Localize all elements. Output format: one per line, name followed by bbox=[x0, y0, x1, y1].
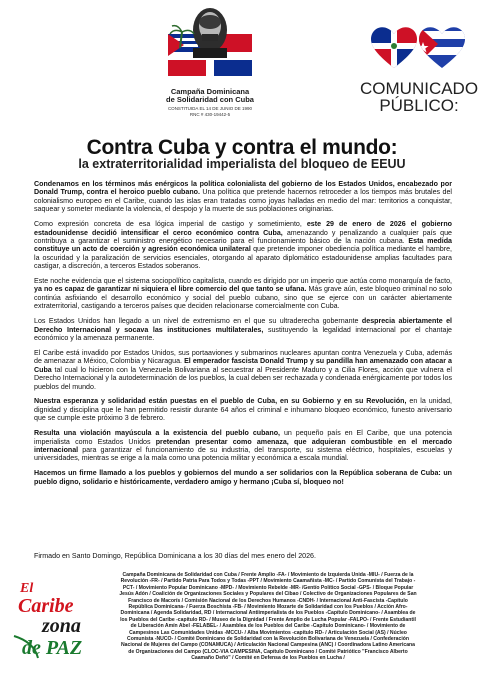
org-logo bbox=[150, 4, 270, 132]
p2-text-a: Como expresión concreta de esa lógica imperial de castigo y sometimiento, bbox=[34, 220, 307, 229]
comunicado-label bbox=[360, 80, 478, 114]
org-name-line2: de Solidaridad con Cuba bbox=[166, 95, 254, 104]
p2-bold-b: este 29 de enero de 2026 el gobierno estadounidense decidió intensificar el cerco económico contra Cuba, bbox=[34, 220, 452, 237]
p5-bold-b: El emperador fascista Donald Trump y su pandilla han amenazado con atacar a Cuba bbox=[34, 357, 453, 374]
p3-bold-b: ya no es capaz de garantizar ni siquiera el libre comercio del que tanto se ufana. bbox=[34, 285, 307, 294]
comunicado-line1: COMUNICADO bbox=[360, 79, 479, 98]
p1-bold: Condenamos en los términos más enérgicos la política colonialista del gobierno de los Estados Unidos, encabezado por Donald Trump, contra el heroico pueblo cubano. bbox=[34, 180, 452, 197]
header bbox=[0, 0, 484, 135]
footer-logo-line2: Caribe bbox=[18, 595, 74, 617]
signature-line: Firmado en Santo Domingo, República Dominicana a los 30 días del mes enero del 2026. bbox=[34, 552, 316, 560]
cuba-flag-heart-icon bbox=[414, 22, 470, 72]
paragraph-6 bbox=[34, 397, 452, 422]
paragraph-4 bbox=[34, 317, 452, 342]
p6-text-b: en la unidad, dignidad y disciplina que le han permitido resistir durante 64 años el criminal e inhumano bloqueo económico, funesto aniversario que se cumple este próximo 3 de febrero. bbox=[34, 397, 452, 423]
signatories-list: Campaña Dominicana de Solidaridad con Cuba / Frente Amplio -FA- / Movimiento de Izquierda Unida -MIU- / Fuerza de la Revolución -FR- / Partido Patria Para Todos y Todas -PPT / Movimiento Caamañista -MC- / Partido Comunista del Trabajo -PCT- / Movimiento Popular Dominicano -MPD- / Movimiento Rebelde -MR- /Gentío Político Social -GPS- / Bloque Popular Jesús Adón / Coalición de Organizaciones Sociales y Populares del Cibao / Colectivo de Organizaciones Populares de San Francisco de Macorís / Comisión Nacional de los Derechos Humanos -CNDH- / Internacional Anti-Fascista -Capítulo República Dominicana- / Fuerza Boschista -FB- / Movimiento Mozarte de Solidaridad con los Pueblos / Acción Afro-Dominicana / Agenda Solidaridad, RD / Internacional Antiimperialista de los Pueblos -Capítulo Dominicano- / Asamblea de los Pueblos del Caribe -capítulo RD- / Museo de la Dignidad / Frente Amplio de Lucha Popular -FALPO- / Frente Estudiantil de Liberación Amín Abel -FELABEL- / Asamblea de los Pueblos del Caribe -Capítulo Dominicano- / Movimiento de Campesinos Las Comunidades Unidas -MCCU- / Alba Movimientos -capítulo RD- / Articulación Social (AS) / Núcleo Comunista -NUCO- / Comité Dominicano de Solidaridad con la Revolución Bolivariana de Venezuela / Confederación Nacional de Mujeres del Campo (CONAMUCA) / Articulación Nacional Campesina (ANC) / Coordinadora Latino Americana de Organizaciones del Campo (CLOC-VIA CAMPESINA, Capítulo Dominicano / Comité Patriótico "Francisco Alberto Caamaño Deñó" / Comité en Defensa de los Pueblos en Lucha / bbox=[119, 572, 417, 662]
p4-text-c: sustituyendo la legalidad internacional por el chantaje económico y la amenaza permanente. bbox=[34, 325, 452, 342]
paragraph-8: Hacemos un firme llamado a los pueblos y gobiernos del mundo a ser solidarios con la República soberana de Cuba: un pueblo digno, solidario e históricamente, verdadero amigo y hermano ¡Cuba sí, bloqueo no! bbox=[34, 469, 452, 486]
page-subtitle: la extraterritorialidad imperialista del bloqueo de EEUU bbox=[78, 157, 406, 171]
p4-bold-b: desprecia abiertamente el Derecho Internacional y socava las instituciones multilaterales, bbox=[34, 317, 452, 334]
org-name-line1: Campaña Dominicana bbox=[170, 87, 250, 96]
p2-text-c: amenazando y penalizando a cualquier país que contribuya a garantizar el suministro energético necesario para el funcionamiento básico de la nación cubana. bbox=[34, 228, 452, 245]
flags-hearts bbox=[366, 22, 474, 72]
statement-body bbox=[34, 180, 452, 493]
org-logo-emblem bbox=[160, 4, 260, 86]
org-registration bbox=[150, 106, 270, 117]
p5-text-a: El Caribe está invadido por Estados Unidos, sus portaaviones y submarinos nucleares apuntan contra Venezuela y Cuba, además de amenazar a México, Colombia y Nicaragua. bbox=[34, 348, 452, 366]
paragraph-1 bbox=[34, 180, 452, 214]
constituted-date: CONSTITUIDA EL 14 DE JUNIO DE 1990 bbox=[167, 106, 253, 111]
footer-logo-line4: de PAZ bbox=[22, 637, 83, 659]
org-name bbox=[150, 88, 270, 104]
paragraph-7 bbox=[34, 429, 452, 463]
paragraph-2 bbox=[34, 220, 452, 270]
paragraph-3 bbox=[34, 277, 452, 311]
footer-logo-line3: zona bbox=[42, 615, 81, 637]
p7-text-d: para garantizar el funcionamiento de su industria, del transporte, su sistema eléctrico, hospitales, escuelas y universidades, mientras se erige a la mala como una potencia militar y económica a escala mundial. bbox=[34, 445, 452, 463]
caribe-zona-de-paz-logo bbox=[8, 576, 108, 660]
p6-bold-a: Nuestra esperanza y solidaridad están puestas en el pueblo de Cuba, en su Gobierno y en su Revolución, bbox=[34, 397, 407, 406]
p4-text-a: Los Estados Unidos han llegado a un nivel de extremismo en el que su ultraderecha gobernante bbox=[34, 317, 362, 326]
p5-text-c: tal cual lo hicieron con la Venezuela Bolivariana al secuestrar al Presidente Maduro y a Cilia Flores, acción que vulnera el Derecho Internacional y la autodeterminación de los pueblos, la cual deben ser rechazada y condenada enérgicamente por todos los pueblos del mundo. bbox=[34, 365, 452, 391]
p3-text-a: Este noche evidencia que el sistema sociopolítico capitalista, cuando es dirigido por un imperio que actúa como monarquía de facto, bbox=[34, 277, 452, 286]
dr-flag-heart-icon bbox=[366, 22, 422, 72]
page-title: Contra Cuba y contra el mundo: bbox=[86, 136, 398, 159]
p3-text-c: Más grave aún, este bloqueo criminal no solo continúa asfixiando el desarrollo económico y social del pueblo cubano, sino que se ejerce con un carácter abiertamente extraterritorial, castigando a terceros países que deciden relacionarse comercialmente con Cuba. bbox=[34, 285, 452, 311]
comunicado-line2: PÚBLICO: bbox=[379, 96, 459, 115]
p1-text: Una política que pretende hacernos retroceder a los tiempos más brutales del colonialismo europeo en el Caribe, cuando las islas eran tratadas como joyas halladas en medio del mar: territorios a conquistar, saquear y someter mediante la violencia, el despojo y la muerte de sus poblaciones originarias. bbox=[34, 188, 453, 214]
p7-bold-c: pretendan presentar como amenaza, que adquieran combustible en el mercado internacional bbox=[34, 437, 452, 454]
p7-text-b: un pequeño país en El Caribe, que una potencia imperialista como Estados Unidos bbox=[34, 429, 452, 446]
paragraph-5 bbox=[34, 349, 452, 391]
p2-text-e: que pretende imponer obediencia política mediante el hambre, la oscuridad y la paralización de servicios esenciales, otorgando al aparato diplomático estadounidense amplias facultades para castigar, a discreción, a terceros Estados soberanos. bbox=[34, 245, 452, 271]
footer-logo-line1: El bbox=[20, 581, 34, 596]
p7-bold-a: Resulta una violación mayúscula a la existencia del pueblo cubano, bbox=[34, 429, 281, 438]
rnc-number: RNC # 430-19442-5 bbox=[189, 111, 231, 117]
p2-bold-d: Esta medida constituye un acto de coerción y agresión económica unilateral bbox=[34, 236, 452, 254]
